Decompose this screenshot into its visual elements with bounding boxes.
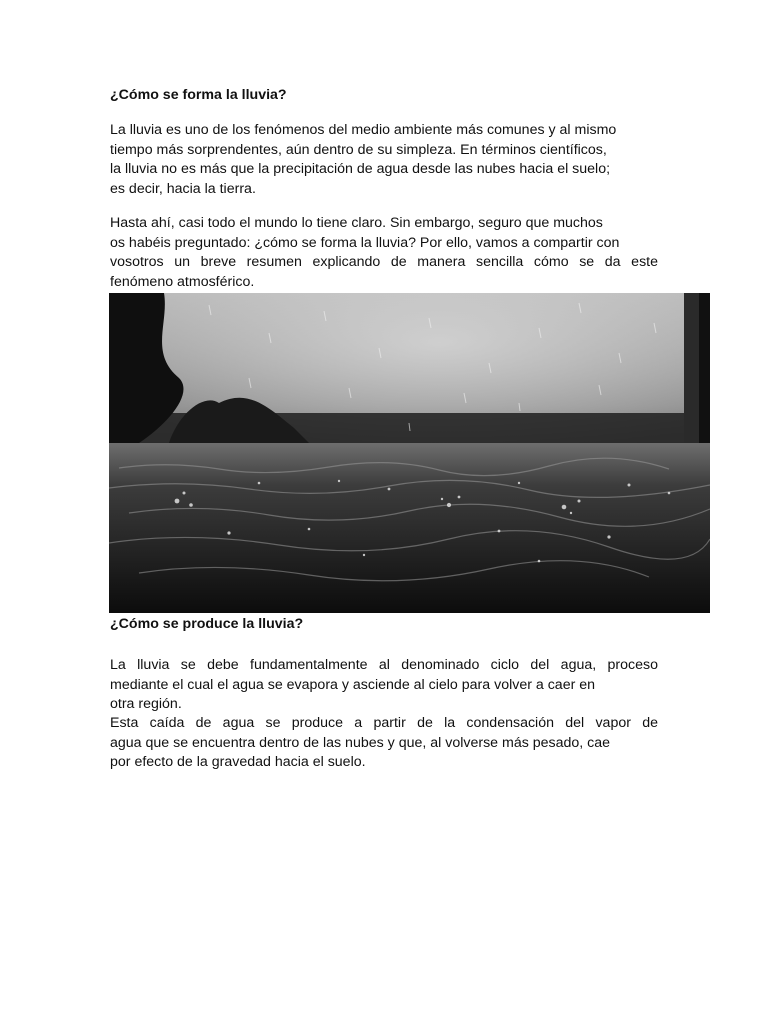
rain-photo — [109, 293, 710, 613]
paragraph-condensacion — [110, 714, 658, 773]
text-line: vosotros un breve resumen explicando de manera sencilla cómo se da este — [110, 254, 658, 270]
paragraph-definicion — [110, 121, 658, 199]
text-line: La lluvia se debe fundamentalmente al denominado ciclo del agua, proceso — [110, 657, 658, 673]
text-line: mediante el cual el agua se evapora y asciende al cielo para volver a caer en — [110, 676, 596, 693]
text-line: tiempo más sorprendentes, aún dentro de su simpleza. En términos científicos, — [110, 141, 607, 158]
text-line: La lluvia es uno de los fenómenos del medio ambiente más comunes y al mismo — [110, 122, 617, 138]
text-line: Esta caída de agua se produce a partir de la condensación del vapor de — [110, 715, 658, 731]
text-line: la lluvia no es más que la precipitación de agua desde las nubes hacia el suelo; — [110, 161, 611, 177]
text-line: Hasta ahí, casi todo el mundo lo tiene claro. Sin embargo, seguro que muchos — [110, 215, 603, 231]
text-line: es decir, hacia la tierra. — [110, 180, 256, 197]
paragraph-introduccion — [110, 214, 658, 292]
text-line: otra región. — [110, 696, 182, 712]
text-line: fenómeno atmosférico. — [110, 273, 255, 290]
paragraph-ciclo-del-agua — [110, 656, 658, 715]
heading-como-se-forma: ¿Cómo se forma la lluvia? — [110, 87, 287, 103]
text-line: agua que se encuentra dentro de las nubes y que, al volverse más pesado, cae — [110, 734, 611, 751]
heading-como-se-produce: ¿Cómo se produce la lluvia? — [110, 616, 304, 632]
text-line: por efecto de la gravedad hacia el suelo. — [110, 754, 366, 770]
text-line: os habéis preguntado: ¿cómo se forma la lluvia? Por ello, vamos a compartir con — [110, 234, 620, 251]
